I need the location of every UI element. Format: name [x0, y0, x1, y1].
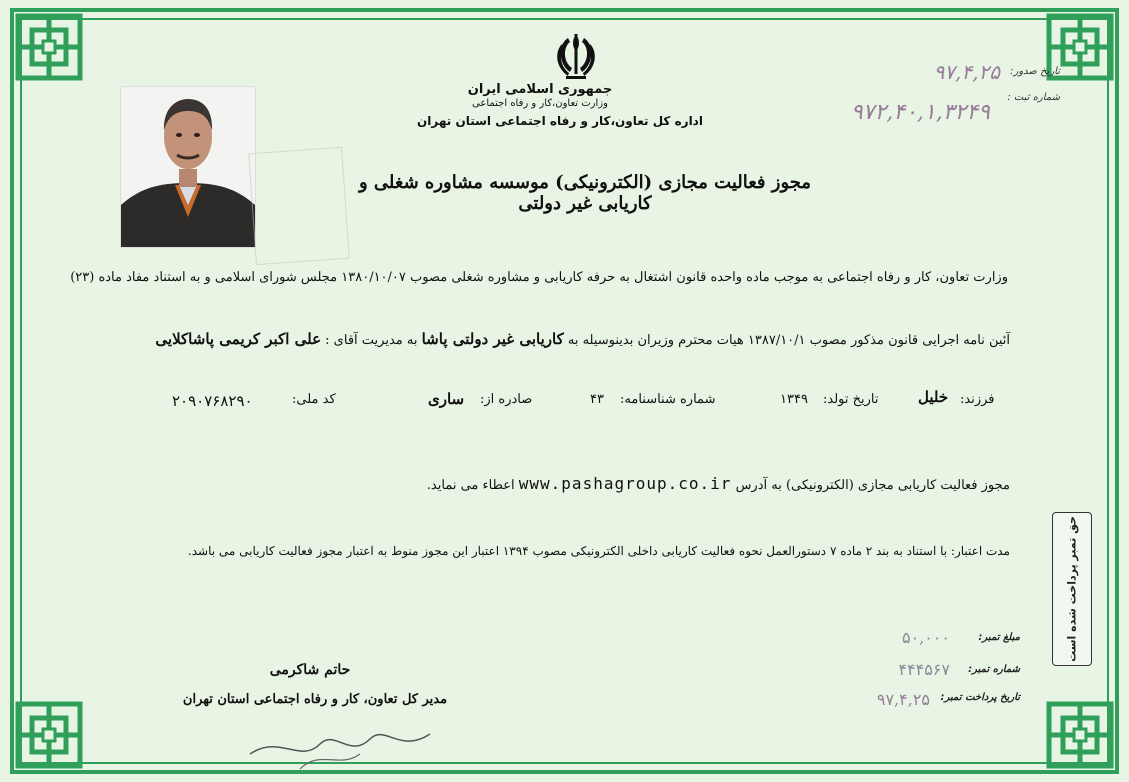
- country-name: جمهوری اسلامی ایران: [467, 82, 613, 97]
- stamp-number-label: شماره تمبر:: [968, 664, 1020, 675]
- office-name: اداره کل تعاون،کار و رفاه اجتماعی استان تهران: [417, 114, 703, 128]
- registration-number-label: شماره ثبت :: [1007, 92, 1060, 103]
- corner-ornament-icon: [8, 694, 90, 776]
- corner-ornament-icon: [1039, 694, 1121, 776]
- manager-name: علی اکبر کریمی پاشاکلایی: [155, 330, 322, 348]
- grant-line: [150, 330, 1010, 348]
- stamp-number-value: ۴۴۴۵۶۷: [898, 660, 950, 679]
- document-title: مجوز فعالیت مجازی (الکترونیکی) موسسه مشاوره شغلی و کاریابی غیر دولتی: [358, 172, 812, 214]
- ministry-name: وزارت تعاون،کار و رفاه اجتماعی: [472, 98, 608, 109]
- registration-number-value: ۹۷۲,۴۰,۱,۳۲۴۹: [850, 100, 990, 125]
- stamp-date-label: تاریخ پرداخت تمبر:: [940, 692, 1020, 703]
- holder-photo: [120, 86, 256, 248]
- signatory-title: مدیر کل تعاون، کار و رفاه اجتماعی استان تهران: [182, 692, 448, 707]
- issued-from-label: صادره از:: [480, 392, 533, 407]
- iran-emblem-icon: [548, 30, 604, 82]
- website-line: [426, 474, 1010, 493]
- grant-mid: به مدیریت آقای :: [325, 333, 418, 348]
- validity-line: مدت اعتبار: با استناد به بند ۲ ماده ۷ دستورالعمل نحوه فعالیت کاریابی داخلی الکترونیکی مصوب ۱۳۹۴ اعتبار این مجوز منوط به اعتبار مجوز فعالیت کاریابی می باشد.: [187, 544, 1010, 558]
- father-name: خلیل: [918, 388, 949, 406]
- id-number-label: شماره شناسنامه:: [620, 392, 716, 407]
- issue-date-label: تاریخ صدور:: [1010, 66, 1060, 77]
- faded-stamp: [248, 147, 350, 265]
- website-prefix: مجوز فعالیت کاریابی مجازی (الکترونیکی) به آدرس: [735, 478, 1010, 493]
- grant-prefix: آئین نامه اجرایی قانون مذکور مصوب ۱۳۸۷/۱۰/۱ هیات محترم وزیران بدینوسیله به: [567, 333, 1010, 348]
- legal-basis-line: وزارت تعاون، کار و رفاه اجتماعی به موجب ماده واحده قانون اشتغال به حرفه کاریابی و مشاوره شغلی مصوب ۱۳۸۰/۱۰/۰۷ مجلس شورای اسلامی و به استناد مفاد ماده (۲۳): [70, 270, 1008, 285]
- birth-label: تاریخ تولد:: [823, 392, 879, 407]
- stamp-amount-value: ۵۰,۰۰۰: [901, 628, 950, 647]
- birth-value: ۱۳۴۹: [780, 392, 808, 407]
- issued-from-value: ساری: [428, 390, 465, 408]
- national-code-value: ۲۰۹۰۷۶۸۲۹۰: [172, 392, 253, 410]
- signature-scribble: [240, 714, 440, 774]
- website-address: www.pashagroup.co.ir: [518, 474, 732, 493]
- issue-date-value: ۹۷,۴,۲۵: [933, 60, 1000, 84]
- signatory-name: حاتم شاکرمی: [269, 662, 351, 678]
- stamp-amount-label: مبلغ تمبر:: [978, 632, 1020, 643]
- website-suffix: اعطاء می نماید.: [426, 478, 515, 493]
- father-label: فرزند:: [960, 392, 995, 407]
- corner-ornament-icon: [8, 6, 90, 88]
- stamp-date-value: ۹۷,۴,۲۵: [876, 690, 930, 709]
- id-number-value: ۴۳: [590, 392, 604, 407]
- agency-name: کاریابی غیر دولتی پاشا: [421, 330, 564, 348]
- stamp-paid-badge: [1052, 512, 1092, 666]
- national-code-label: کد ملی:: [292, 392, 336, 407]
- stamp-paid-text: حق تمبر پرداخت شده است: [1065, 516, 1079, 662]
